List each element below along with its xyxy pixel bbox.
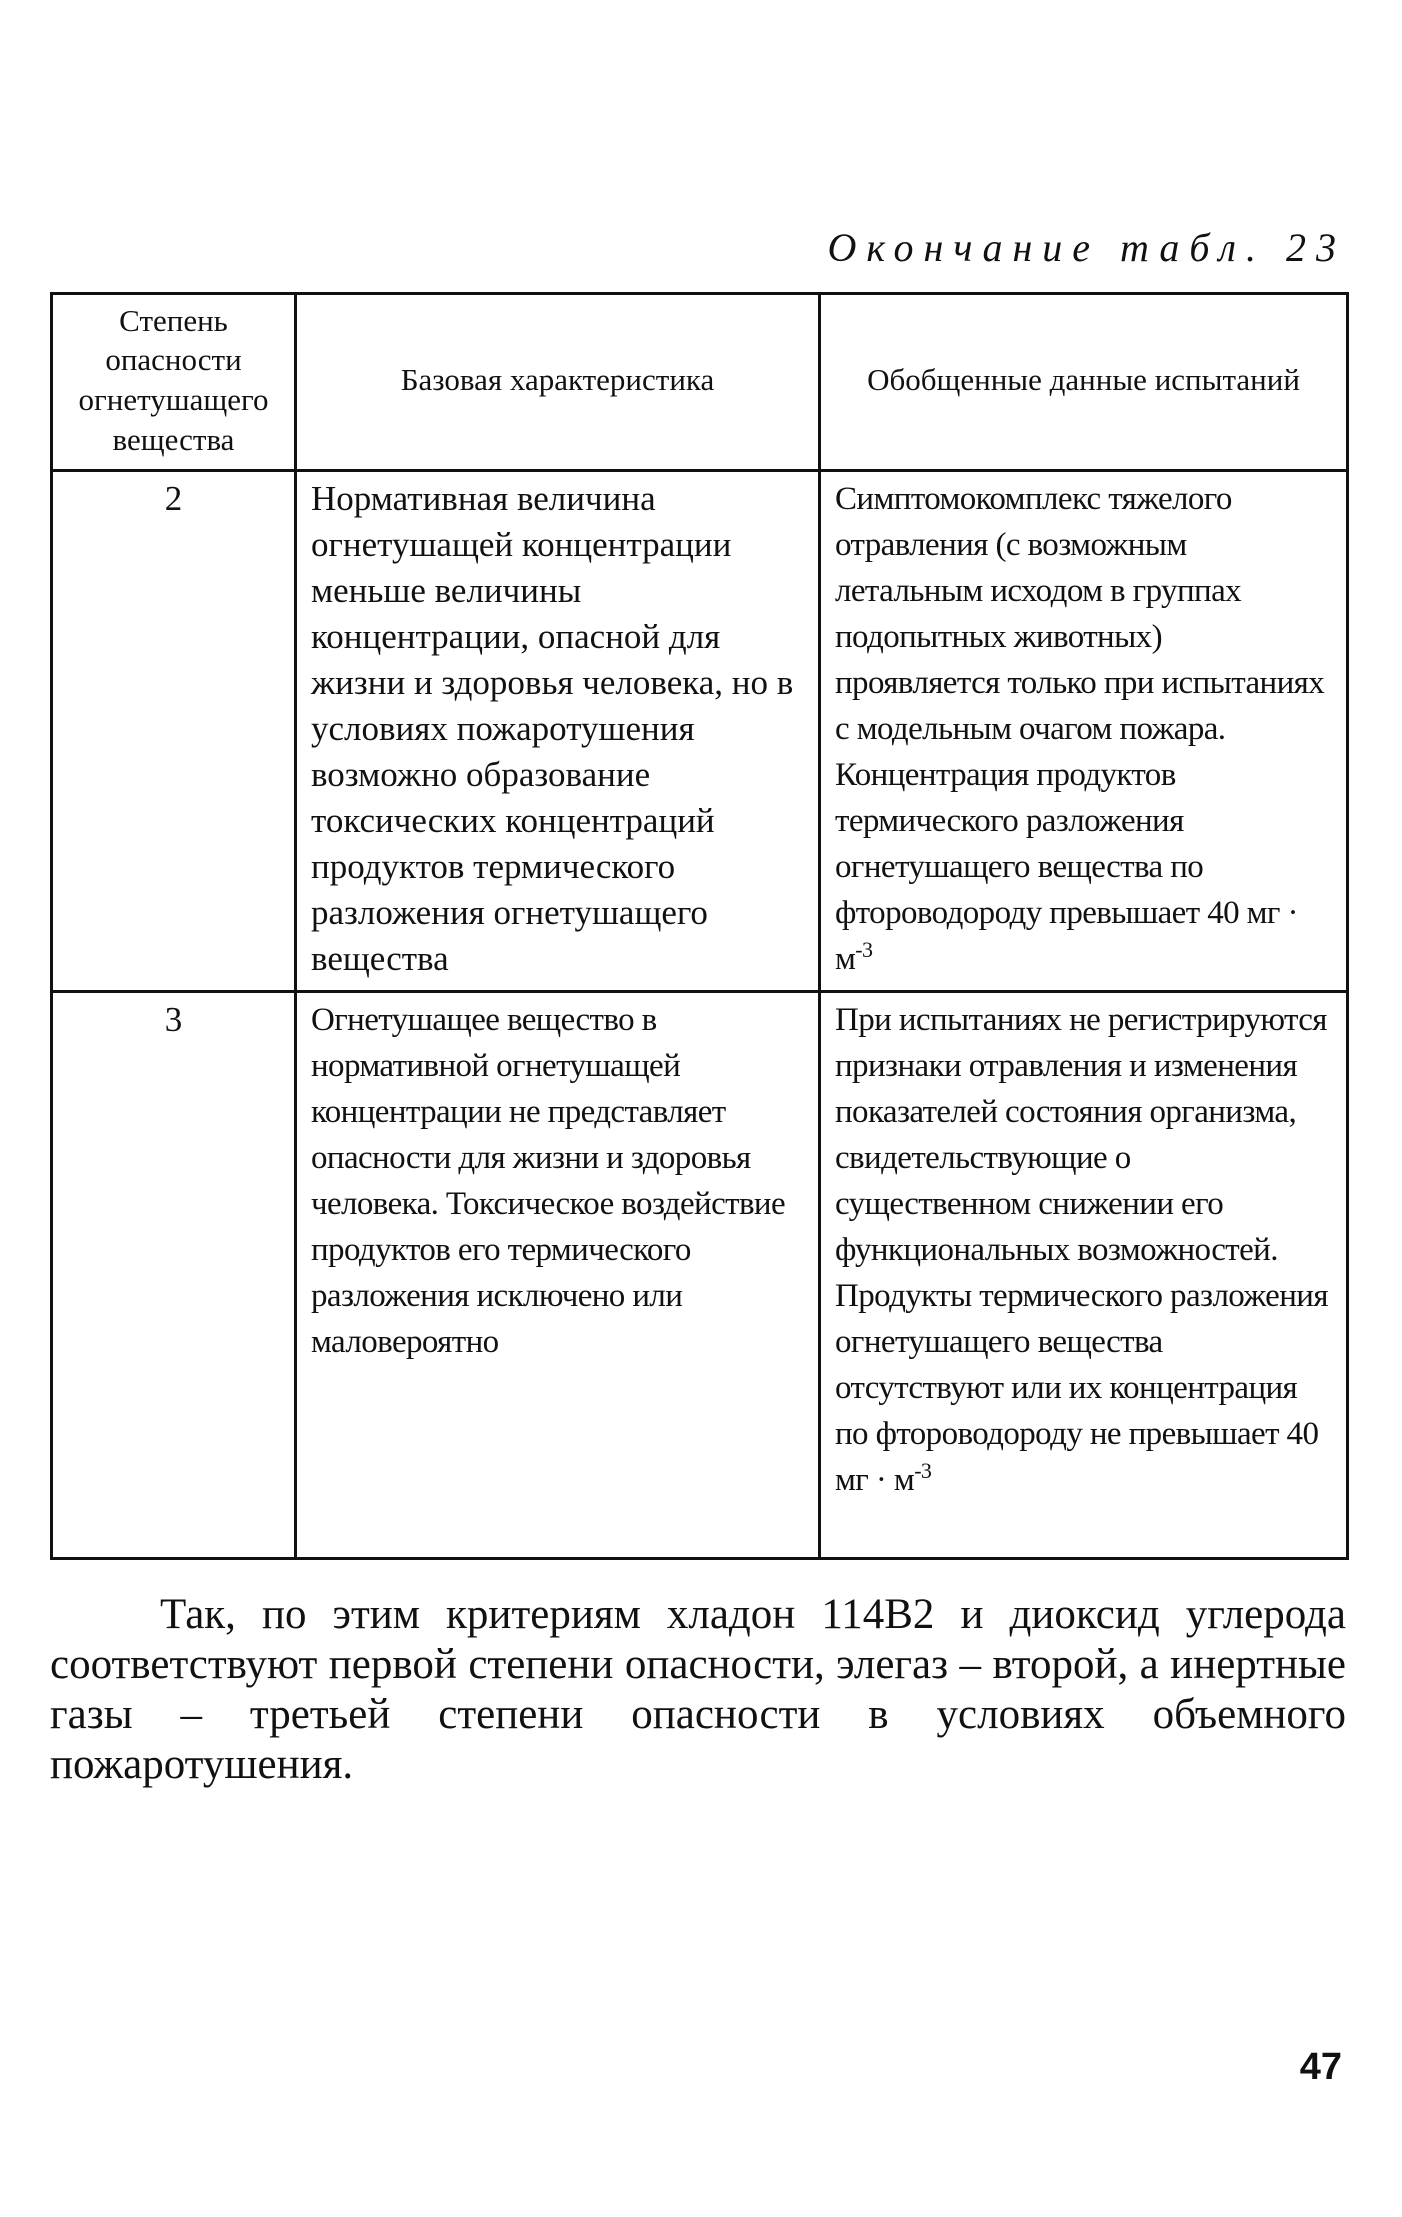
hazard-degree-table	[50, 292, 1349, 1560]
base-characteristic-cell: Нормативная величина огнетушащей концентрации меньше величины концентрации, опасной для жизни и здоровья человека, но в условиях пожаротушения возможно образование токсических концентраций продуктов термического разложения огнетушащего вещества	[296, 471, 820, 992]
base-characteristic-cell: Огнетушащее вещество в нормативной огнетушащей концентрации не представляет опасности для жизни и здоровья человека. Токсическое воздействие продуктов его термического разложения исключено или маловероятно	[296, 992, 820, 1559]
table-header-row	[52, 294, 1348, 471]
header-degree: Степень опасности огнетушащего вещества	[52, 294, 296, 471]
test-data-text: Симптомокомплекс тяжелого отравления (с возможным летальным исходом в группах подопытных животных) проявляется только при испытаниях с модельным очагом пожара. Концентрация продуктов термического разложения огнетушащего вещества по фтороводороду превышает 40 мг · м	[835, 481, 1325, 977]
body-paragraph: Так, по этим критериям хладон 114В2 и диоксид углерода соответствуют первой степени опасности, элегаз – второй, а инертные газы – третьей степени опасности в условиях объемного пожаротушения.	[50, 1591, 1346, 1788]
test-data-cell	[820, 471, 1348, 992]
unit-exponent: -3	[855, 937, 873, 962]
table-caption: Окончание табл. 23	[827, 225, 1346, 270]
test-data-text: При испытаниях не регистрируются признаки отравления и изменения показателей состояния организма, свидетельствующие о существенном снижении его функциональных возможностей. Продукты термического разложения огнетушащего вещества отсутствуют или их концентрация по фтороводороду не превышает 40 мг · м	[835, 1002, 1328, 1498]
unit-exponent: -3	[914, 1458, 932, 1483]
degree-cell: 2	[52, 471, 296, 992]
table-row	[52, 992, 1348, 1559]
header-test-data: Обобщенные данные испытаний	[820, 294, 1348, 471]
page-number: 47	[1299, 2046, 1342, 2088]
table-row	[52, 471, 1348, 992]
header-base-characteristic: Базовая характеристика	[296, 294, 820, 471]
degree-cell: 3	[52, 992, 296, 1559]
test-data-cell	[820, 992, 1348, 1559]
